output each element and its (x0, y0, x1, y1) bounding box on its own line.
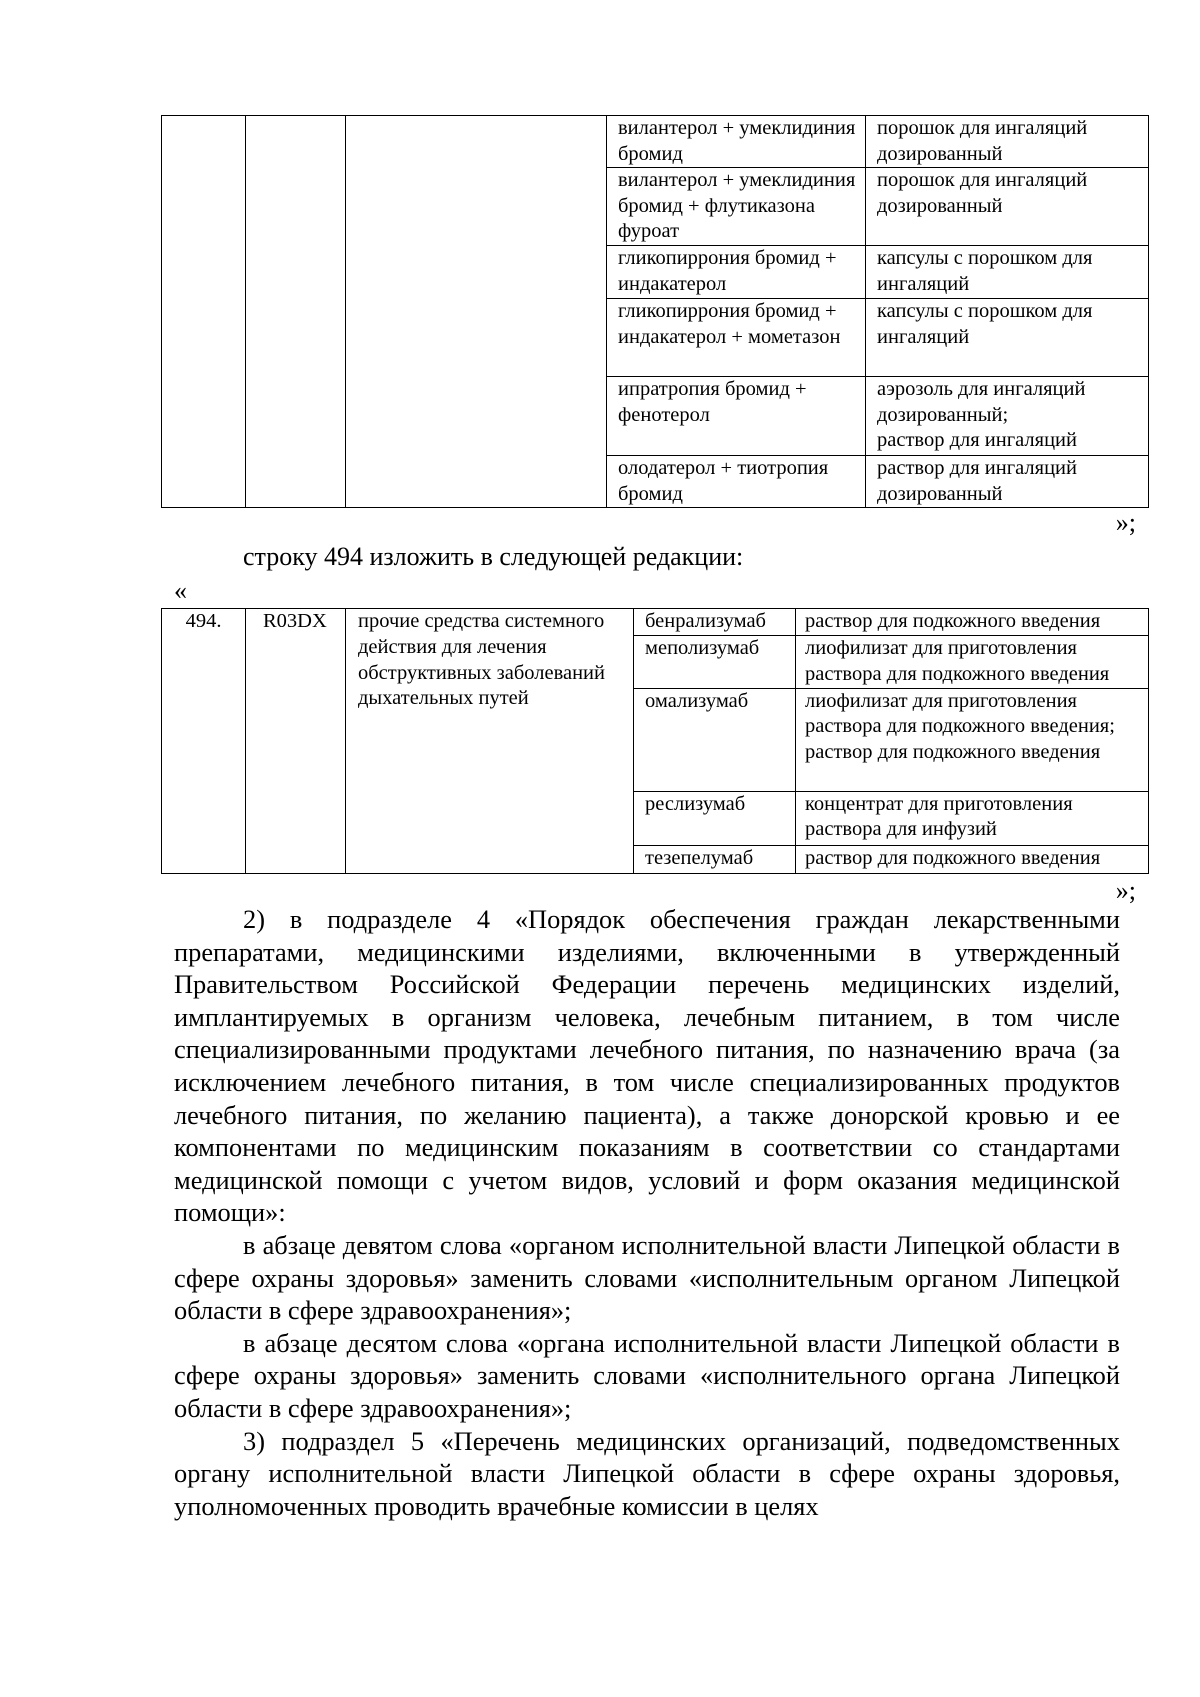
closing-quote: »; (1115, 876, 1136, 905)
drug-name: вилантерол + умеклидиния бромид + флутиказона фуроат (618, 169, 856, 243)
amendment-instruction: строку 494 изложить в следующей редакции: (243, 542, 744, 571)
drug-name: гликопиррония бромид + индакатерол (618, 247, 837, 295)
paragraph: 2) в подразделе 4 «Порядок обеспечения граждан лекарственными препаратами, медицинскими изделиями, включенными в утвержденный Правительством Российской Федерации перечень медицинских изделий, имплантируемых в организм человека, лечебным питанием, в том числе специализированными продуктами лечебного питания, по назначению врача (за исключением лечебного питания, в том числе специализированных продуктов лечебного питания, по желанию пациента), а также донорской кровью и ее компонентами по медицинским показаниям в соответствии со стандартами медицинской помощи с учетом видов, условий и форм оказания медицинской помощи»: (174, 904, 1120, 1228)
closing-quote: »; (1115, 508, 1136, 537)
table-row (162, 609, 1149, 636)
drug-name: омализумаб (645, 689, 749, 712)
drug-name: вилантерол + умеклидиния бромид (618, 117, 856, 165)
dosage-form: раствор для подкожного введения (805, 846, 1101, 869)
row-number: 494. (185, 610, 222, 632)
drug-name: олодатерол + тиотропия бромид (618, 457, 829, 505)
dosage-form: лиофилизат для приготовления раствора для подкожного введения (805, 637, 1110, 685)
drug-name: ипратропия бромид + фенотерол (618, 378, 807, 426)
continued-drug-table (161, 115, 1149, 508)
dosage-form: лиофилизат для приготовления раствора для подкожного введения; раствор для подкожного введения (805, 689, 1115, 764)
paragraph: в абзаце десятом слова «органа исполнительной власти Липецкой области в сфере охраны здоровья» заменить словами «исполнительного органа Липецкой области в сфере здравоохранения»; (174, 1327, 1120, 1423)
opening-quote: « (174, 576, 187, 605)
drug-name: гликопиррония бромид + индакатерол + мометазон (618, 300, 841, 348)
group-cell (346, 116, 607, 508)
dosage-form: аэрозоль для ингаляций дозированный; раствор для ингаляций (877, 378, 1086, 452)
dosage-form: порошок для ингаляций дозированный (877, 117, 1088, 165)
code-cell (246, 116, 346, 508)
dosage-form: капсулы с порошком для ингаляций (877, 247, 1093, 295)
dosage-form: концентрат для приготовления раствора для инфузий (805, 792, 1073, 841)
paragraph: в абзаце девятом слова «органом исполнительной власти Липецкой области в сфере охраны здоровья» заменить словами «исполнительным органом Липецкой области в сфере здравоохранения»; (174, 1229, 1120, 1326)
dosage-form: раствор для подкожного введения (805, 610, 1101, 632)
drug-name: бенрализумаб (645, 610, 766, 632)
drug-group: прочие средства системного действия для лечения обструктивных заболеваний дыхательных путей (358, 610, 605, 710)
dosage-form: порошок для ингаляций дозированный (877, 169, 1088, 217)
paragraph: 3) подраздел 5 «Перечень медицинских организаций, подведомственных органу исполнительной власти Липецкой области в сфере охраны здоровья, уполномоченных проводить врачебные комиссии в целях (174, 1425, 1120, 1521)
drug-name: меполизумаб (645, 637, 760, 659)
atc-code: R03DX (263, 610, 327, 632)
drug-name: реслизумаб (645, 792, 746, 815)
row-494-table (161, 608, 1149, 874)
number-cell (162, 116, 246, 508)
table-row (162, 116, 1149, 168)
dosage-form: раствор для ингаляций дозированный (877, 457, 1077, 505)
drug-name: тезепелумаб (645, 846, 754, 869)
document-body (174, 903, 1120, 1522)
dosage-form: капсулы с порошком для ингаляций (877, 300, 1093, 348)
